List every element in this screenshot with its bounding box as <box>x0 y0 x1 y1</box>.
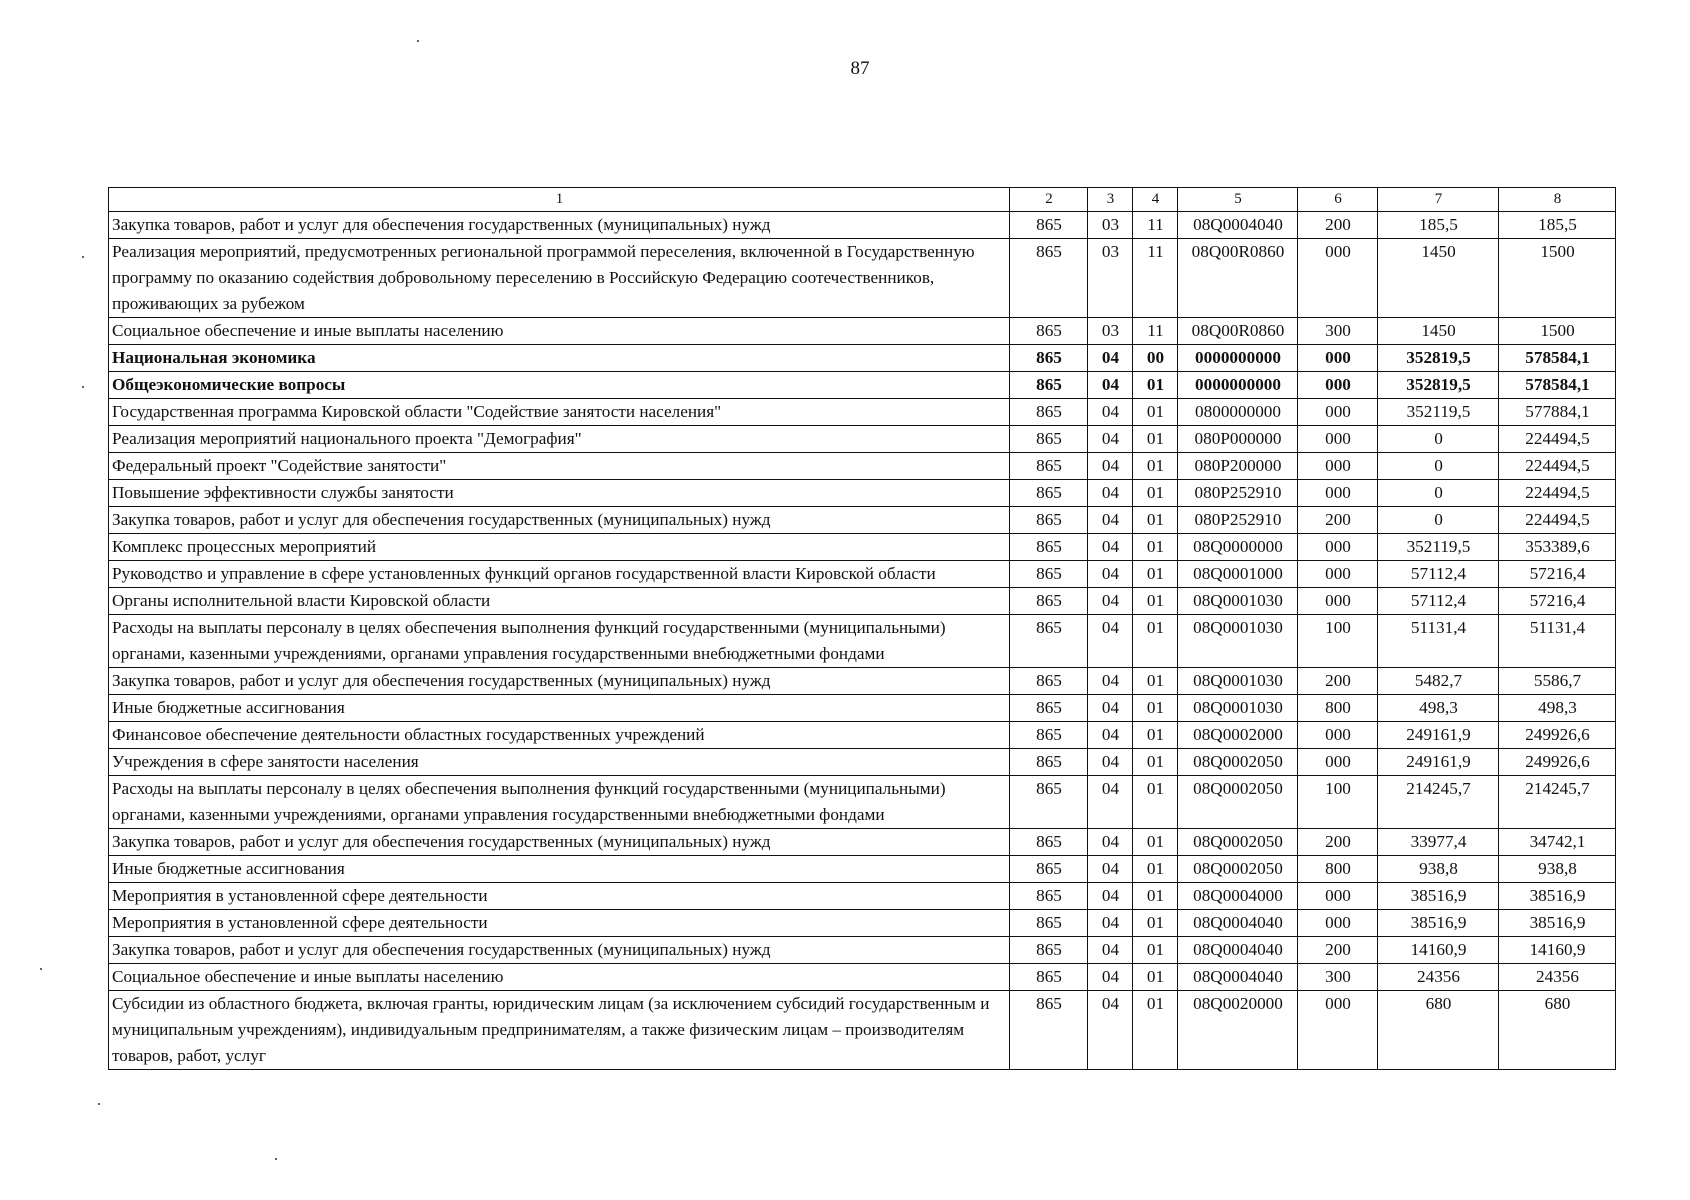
row-value-cell-col-3: 04 <box>1088 749 1133 776</box>
row-value-cell-col-4: 01 <box>1133 561 1178 588</box>
row-value-cell-col-7: 0 <box>1378 453 1499 480</box>
column-header-3: 3 <box>1088 188 1133 212</box>
row-value-cell-col-6: 200 <box>1298 507 1378 534</box>
row-value-cell-col-4: 01 <box>1133 749 1178 776</box>
row-name-cell: Расходы на выплаты персоналу в целях обеспечения выполнения функций государственными (муниципальными) органами, казенными учреждениями, органами управления государственными внебюджетными фондами <box>109 776 1010 829</box>
row-value-cell-col-8: 578584,1 <box>1499 345 1616 372</box>
row-value-cell-col-8: 680 <box>1499 991 1616 1070</box>
row-value-cell-col-2: 865 <box>1010 318 1088 345</box>
row-value-cell-col-4: 11 <box>1133 318 1178 345</box>
row-value-cell-col-8: 14160,9 <box>1499 937 1616 964</box>
row-value-cell-col-4: 01 <box>1133 722 1178 749</box>
row-value-cell-col-6: 800 <box>1298 695 1378 722</box>
table-row <box>109 829 1616 856</box>
row-name-cell: Национальная экономика <box>109 345 1010 372</box>
row-value-cell-col-2: 865 <box>1010 776 1088 829</box>
row-value-cell-col-6: 200 <box>1298 668 1378 695</box>
row-value-cell-col-7: 38516,9 <box>1378 910 1499 937</box>
table-row <box>109 964 1616 991</box>
table-row <box>109 480 1616 507</box>
row-value-cell-col-7: 352819,5 <box>1378 345 1499 372</box>
row-value-cell-col-7: 498,3 <box>1378 695 1499 722</box>
column-header-6: 6 <box>1298 188 1378 212</box>
row-value-cell-col-3: 04 <box>1088 426 1133 453</box>
row-value-cell-col-7: 57112,4 <box>1378 561 1499 588</box>
table-row <box>109 426 1616 453</box>
row-value-cell-col-8: 1500 <box>1499 239 1616 318</box>
row-value-cell-col-3: 04 <box>1088 534 1133 561</box>
row-value-cell-col-3: 04 <box>1088 588 1133 615</box>
row-value-cell-col-4: 01 <box>1133 480 1178 507</box>
row-value-cell-col-2: 865 <box>1010 695 1088 722</box>
row-value-cell-col-3: 04 <box>1088 856 1133 883</box>
table-row <box>109 695 1616 722</box>
row-value-cell-col-7: 249161,9 <box>1378 722 1499 749</box>
row-name-cell: Реализация мероприятий, предусмотренных региональной программой переселения, включенной в Государственную программу по оказанию содействия добровольному переселению в Российскую Федерацию соотечественников, проживающих за рубежом <box>109 239 1010 318</box>
row-value-cell-col-2: 865 <box>1010 937 1088 964</box>
row-value-cell-col-5: 080P200000 <box>1178 453 1298 480</box>
row-name-cell: Закупка товаров, работ и услуг для обеспечения государственных (муниципальных) нужд <box>109 507 1010 534</box>
row-value-cell-col-7: 352119,5 <box>1378 399 1499 426</box>
table-row <box>109 372 1616 399</box>
row-value-cell-col-3: 04 <box>1088 668 1133 695</box>
row-value-cell-col-5: 08Q00R0860 <box>1178 239 1298 318</box>
row-value-cell-col-7: 51131,4 <box>1378 615 1499 668</box>
table-row <box>109 615 1616 668</box>
row-value-cell-col-5: 08Q0001000 <box>1178 561 1298 588</box>
table-body <box>109 212 1616 1070</box>
row-name-cell: Закупка товаров, работ и услуг для обеспечения государственных (муниципальных) нужд <box>109 668 1010 695</box>
row-value-cell-col-8: 249926,6 <box>1499 722 1616 749</box>
row-value-cell-col-2: 865 <box>1010 829 1088 856</box>
row-name-cell: Закупка товаров, работ и услуг для обеспечения государственных (муниципальных) нужд <box>109 829 1010 856</box>
row-value-cell-col-4: 01 <box>1133 883 1178 910</box>
row-value-cell-col-7: 33977,4 <box>1378 829 1499 856</box>
row-value-cell-col-3: 04 <box>1088 883 1133 910</box>
row-value-cell-col-4: 01 <box>1133 776 1178 829</box>
page-number: 87 <box>850 58 870 79</box>
row-value-cell-col-8: 185,5 <box>1499 212 1616 239</box>
row-value-cell-col-4: 01 <box>1133 668 1178 695</box>
row-value-cell-col-8: 224494,5 <box>1499 480 1616 507</box>
row-value-cell-col-6: 000 <box>1298 910 1378 937</box>
row-value-cell-col-3: 04 <box>1088 561 1133 588</box>
row-value-cell-col-7: 14160,9 <box>1378 937 1499 964</box>
row-value-cell-col-5: 08Q0002050 <box>1178 829 1298 856</box>
scan-speck <box>98 1103 100 1105</box>
table-row <box>109 345 1616 372</box>
row-value-cell-col-6: 000 <box>1298 749 1378 776</box>
row-value-cell-col-3: 04 <box>1088 829 1133 856</box>
row-name-cell: Общеэкономические вопросы <box>109 372 1010 399</box>
row-value-cell-col-6: 000 <box>1298 534 1378 561</box>
row-value-cell-col-7: 352819,5 <box>1378 372 1499 399</box>
row-value-cell-col-6: 000 <box>1298 480 1378 507</box>
row-value-cell-col-4: 01 <box>1133 856 1178 883</box>
row-value-cell-col-8: 214245,7 <box>1499 776 1616 829</box>
row-value-cell-col-5: 08Q0004040 <box>1178 212 1298 239</box>
row-value-cell-col-3: 04 <box>1088 776 1133 829</box>
row-value-cell-col-2: 865 <box>1010 561 1088 588</box>
row-value-cell-col-6: 100 <box>1298 615 1378 668</box>
row-name-cell: Иные бюджетные ассигнования <box>109 695 1010 722</box>
row-name-cell: Государственная программа Кировской области "Содействие занятости населения" <box>109 399 1010 426</box>
row-value-cell-col-6: 200 <box>1298 212 1378 239</box>
row-value-cell-col-6: 000 <box>1298 345 1378 372</box>
row-value-cell-col-5: 08Q0002050 <box>1178 856 1298 883</box>
row-name-cell: Социальное обеспечение и иные выплаты населению <box>109 318 1010 345</box>
row-value-cell-col-6: 000 <box>1298 588 1378 615</box>
table-row <box>109 722 1616 749</box>
column-header-4: 4 <box>1133 188 1178 212</box>
row-value-cell-col-7: 24356 <box>1378 964 1499 991</box>
row-value-cell-col-5: 08Q0001030 <box>1178 615 1298 668</box>
row-name-cell: Комплекс процессных мероприятий <box>109 534 1010 561</box>
row-value-cell-col-2: 865 <box>1010 749 1088 776</box>
row-value-cell-col-5: 08Q0001030 <box>1178 588 1298 615</box>
table-row <box>109 318 1616 345</box>
column-header-1: 1 <box>109 188 1010 212</box>
row-value-cell-col-6: 200 <box>1298 937 1378 964</box>
row-value-cell-col-5: 08Q0004040 <box>1178 910 1298 937</box>
row-value-cell-col-3: 04 <box>1088 615 1133 668</box>
row-value-cell-col-3: 04 <box>1088 372 1133 399</box>
header-row <box>109 188 1616 212</box>
row-value-cell-col-5: 0000000000 <box>1178 372 1298 399</box>
row-value-cell-col-2: 865 <box>1010 668 1088 695</box>
row-value-cell-col-8: 938,8 <box>1499 856 1616 883</box>
column-header-2: 2 <box>1010 188 1088 212</box>
row-value-cell-col-5: 0800000000 <box>1178 399 1298 426</box>
row-value-cell-col-5: 08Q0001030 <box>1178 668 1298 695</box>
row-value-cell-col-8: 38516,9 <box>1499 910 1616 937</box>
row-value-cell-col-2: 865 <box>1010 534 1088 561</box>
row-value-cell-col-6: 000 <box>1298 239 1378 318</box>
row-value-cell-col-6: 300 <box>1298 964 1378 991</box>
row-value-cell-col-3: 03 <box>1088 212 1133 239</box>
row-name-cell: Учреждения в сфере занятости населения <box>109 749 1010 776</box>
row-value-cell-col-2: 865 <box>1010 345 1088 372</box>
row-value-cell-col-6: 200 <box>1298 829 1378 856</box>
row-value-cell-col-3: 04 <box>1088 345 1133 372</box>
row-value-cell-col-5: 08Q00R0860 <box>1178 318 1298 345</box>
row-value-cell-col-6: 000 <box>1298 991 1378 1070</box>
row-value-cell-col-2: 865 <box>1010 856 1088 883</box>
row-value-cell-col-3: 04 <box>1088 695 1133 722</box>
row-value-cell-col-5: 08Q0002050 <box>1178 749 1298 776</box>
row-value-cell-col-4: 01 <box>1133 937 1178 964</box>
row-name-cell: Закупка товаров, работ и услуг для обеспечения государственных (муниципальных) нужд <box>109 212 1010 239</box>
row-value-cell-col-3: 03 <box>1088 239 1133 318</box>
row-value-cell-col-8: 224494,5 <box>1499 507 1616 534</box>
row-value-cell-col-8: 34742,1 <box>1499 829 1616 856</box>
row-value-cell-col-6: 000 <box>1298 453 1378 480</box>
scan-speck <box>275 1158 277 1160</box>
row-value-cell-col-5: 08Q0004000 <box>1178 883 1298 910</box>
row-value-cell-col-7: 38516,9 <box>1378 883 1499 910</box>
row-value-cell-col-8: 1500 <box>1499 318 1616 345</box>
row-value-cell-col-4: 01 <box>1133 534 1178 561</box>
table-row <box>109 588 1616 615</box>
row-value-cell-col-2: 865 <box>1010 372 1088 399</box>
row-value-cell-col-5: 080P000000 <box>1178 426 1298 453</box>
row-value-cell-col-2: 865 <box>1010 399 1088 426</box>
row-value-cell-col-6: 000 <box>1298 883 1378 910</box>
table-row <box>109 212 1616 239</box>
row-value-cell-col-8: 249926,6 <box>1499 749 1616 776</box>
row-name-cell: Реализация мероприятий национального проекта "Демография" <box>109 426 1010 453</box>
row-name-cell: Закупка товаров, работ и услуг для обеспечения государственных (муниципальных) нужд <box>109 937 1010 964</box>
scan-speck <box>82 386 84 388</box>
row-value-cell-col-7: 57112,4 <box>1378 588 1499 615</box>
row-value-cell-col-7: 0 <box>1378 480 1499 507</box>
row-value-cell-col-3: 04 <box>1088 399 1133 426</box>
row-value-cell-col-5: 080P252910 <box>1178 480 1298 507</box>
row-value-cell-col-5: 08Q0020000 <box>1178 991 1298 1070</box>
row-value-cell-col-4: 01 <box>1133 991 1178 1070</box>
row-name-cell: Мероприятия в установленной сфере деятельности <box>109 883 1010 910</box>
row-value-cell-col-7: 1450 <box>1378 318 1499 345</box>
row-value-cell-col-7: 249161,9 <box>1378 749 1499 776</box>
column-header-5: 5 <box>1178 188 1298 212</box>
row-value-cell-col-6: 000 <box>1298 399 1378 426</box>
row-name-cell: Руководство и управление в сфере установленных функций органов государственной власти Кировской области <box>109 561 1010 588</box>
table-row <box>109 507 1616 534</box>
row-value-cell-col-8: 353389,6 <box>1499 534 1616 561</box>
row-value-cell-col-2: 865 <box>1010 615 1088 668</box>
row-value-cell-col-8: 498,3 <box>1499 695 1616 722</box>
row-value-cell-col-3: 04 <box>1088 991 1133 1070</box>
row-name-cell: Субсидии из областного бюджета, включая гранты, юридическим лицам (за исключением субсидий государственным и муниципальным учреждениям), индивидуальным предпринимателям, а также физическим лицам – производителям товаров, работ, услуг <box>109 991 1010 1070</box>
row-value-cell-col-5: 08Q0004040 <box>1178 964 1298 991</box>
row-value-cell-col-7: 680 <box>1378 991 1499 1070</box>
row-value-cell-col-2: 865 <box>1010 480 1088 507</box>
row-value-cell-col-2: 865 <box>1010 883 1088 910</box>
row-name-cell: Федеральный проект "Содействие занятости" <box>109 453 1010 480</box>
row-value-cell-col-4: 01 <box>1133 615 1178 668</box>
table-row <box>109 561 1616 588</box>
table-row <box>109 776 1616 829</box>
row-value-cell-col-8: 578584,1 <box>1499 372 1616 399</box>
row-value-cell-col-4: 00 <box>1133 345 1178 372</box>
row-value-cell-col-5: 0000000000 <box>1178 345 1298 372</box>
row-value-cell-col-3: 04 <box>1088 937 1133 964</box>
row-value-cell-col-5: 08Q0000000 <box>1178 534 1298 561</box>
row-value-cell-col-6: 000 <box>1298 722 1378 749</box>
table-row <box>109 239 1616 318</box>
row-name-cell: Повышение эффективности службы занятости <box>109 480 1010 507</box>
row-value-cell-col-7: 185,5 <box>1378 212 1499 239</box>
table-row <box>109 668 1616 695</box>
table-row <box>109 856 1616 883</box>
row-value-cell-col-7: 352119,5 <box>1378 534 1499 561</box>
table-row <box>109 749 1616 776</box>
row-value-cell-col-4: 01 <box>1133 399 1178 426</box>
row-value-cell-col-6: 100 <box>1298 776 1378 829</box>
row-value-cell-col-2: 865 <box>1010 507 1088 534</box>
row-value-cell-col-4: 01 <box>1133 426 1178 453</box>
row-value-cell-col-8: 57216,4 <box>1499 561 1616 588</box>
column-header-7: 7 <box>1378 188 1499 212</box>
table-row <box>109 534 1616 561</box>
row-value-cell-col-3: 04 <box>1088 722 1133 749</box>
row-value-cell-col-7: 214245,7 <box>1378 776 1499 829</box>
row-value-cell-col-3: 04 <box>1088 453 1133 480</box>
row-value-cell-col-5: 08Q0004040 <box>1178 937 1298 964</box>
row-value-cell-col-3: 04 <box>1088 480 1133 507</box>
row-value-cell-col-4: 01 <box>1133 829 1178 856</box>
row-value-cell-col-2: 865 <box>1010 722 1088 749</box>
row-value-cell-col-5: 080P252910 <box>1178 507 1298 534</box>
row-value-cell-col-8: 224494,5 <box>1499 426 1616 453</box>
row-value-cell-col-2: 865 <box>1010 239 1088 318</box>
row-value-cell-col-4: 01 <box>1133 695 1178 722</box>
row-value-cell-col-7: 1450 <box>1378 239 1499 318</box>
row-value-cell-col-8: 5586,7 <box>1499 668 1616 695</box>
row-value-cell-col-3: 04 <box>1088 910 1133 937</box>
scan-speck <box>82 256 84 258</box>
row-value-cell-col-6: 300 <box>1298 318 1378 345</box>
row-value-cell-col-8: 38516,9 <box>1499 883 1616 910</box>
row-value-cell-col-6: 000 <box>1298 372 1378 399</box>
row-value-cell-col-7: 938,8 <box>1378 856 1499 883</box>
table-row <box>109 991 1616 1070</box>
row-value-cell-col-5: 08Q0002050 <box>1178 776 1298 829</box>
row-value-cell-col-2: 865 <box>1010 453 1088 480</box>
row-value-cell-col-2: 865 <box>1010 426 1088 453</box>
row-name-cell: Органы исполнительной власти Кировской области <box>109 588 1010 615</box>
row-name-cell: Финансовое обеспечение деятельности областных государственных учреждений <box>109 722 1010 749</box>
row-value-cell-col-3: 03 <box>1088 318 1133 345</box>
row-value-cell-col-5: 08Q0001030 <box>1178 695 1298 722</box>
row-value-cell-col-8: 51131,4 <box>1499 615 1616 668</box>
row-value-cell-col-2: 865 <box>1010 991 1088 1070</box>
row-value-cell-col-4: 01 <box>1133 372 1178 399</box>
row-value-cell-col-2: 865 <box>1010 964 1088 991</box>
row-value-cell-col-4: 11 <box>1133 212 1178 239</box>
row-value-cell-col-2: 865 <box>1010 588 1088 615</box>
row-name-cell: Расходы на выплаты персоналу в целях обеспечения выполнения функций государственными (муниципальными) органами, казенными учреждениями, органами управления государственными внебюджетными фондами <box>109 615 1010 668</box>
row-value-cell-col-4: 01 <box>1133 964 1178 991</box>
row-value-cell-col-7: 0 <box>1378 507 1499 534</box>
row-value-cell-col-8: 57216,4 <box>1499 588 1616 615</box>
row-value-cell-col-4: 11 <box>1133 239 1178 318</box>
table-row <box>109 910 1616 937</box>
row-name-cell: Социальное обеспечение и иные выплаты населению <box>109 964 1010 991</box>
scan-speck <box>40 968 42 970</box>
budget-table <box>108 187 1616 1070</box>
row-value-cell-col-2: 865 <box>1010 910 1088 937</box>
table-row <box>109 937 1616 964</box>
row-value-cell-col-6: 000 <box>1298 561 1378 588</box>
row-value-cell-col-8: 224494,5 <box>1499 453 1616 480</box>
row-value-cell-col-6: 000 <box>1298 426 1378 453</box>
column-header-8: 8 <box>1499 188 1616 212</box>
row-name-cell: Иные бюджетные ассигнования <box>109 856 1010 883</box>
row-value-cell-col-7: 0 <box>1378 426 1499 453</box>
row-value-cell-col-4: 01 <box>1133 453 1178 480</box>
row-value-cell-col-8: 24356 <box>1499 964 1616 991</box>
row-value-cell-col-4: 01 <box>1133 507 1178 534</box>
row-value-cell-col-3: 04 <box>1088 964 1133 991</box>
row-value-cell-col-3: 04 <box>1088 507 1133 534</box>
row-value-cell-col-8: 577884,1 <box>1499 399 1616 426</box>
scan-speck <box>417 40 419 42</box>
row-name-cell: Мероприятия в установленной сфере деятельности <box>109 910 1010 937</box>
row-value-cell-col-4: 01 <box>1133 910 1178 937</box>
table-row <box>109 399 1616 426</box>
row-value-cell-col-5: 08Q0002000 <box>1178 722 1298 749</box>
table-row <box>109 453 1616 480</box>
row-value-cell-col-2: 865 <box>1010 212 1088 239</box>
table-row <box>109 883 1616 910</box>
row-value-cell-col-7: 5482,7 <box>1378 668 1499 695</box>
row-value-cell-col-6: 800 <box>1298 856 1378 883</box>
row-value-cell-col-4: 01 <box>1133 588 1178 615</box>
